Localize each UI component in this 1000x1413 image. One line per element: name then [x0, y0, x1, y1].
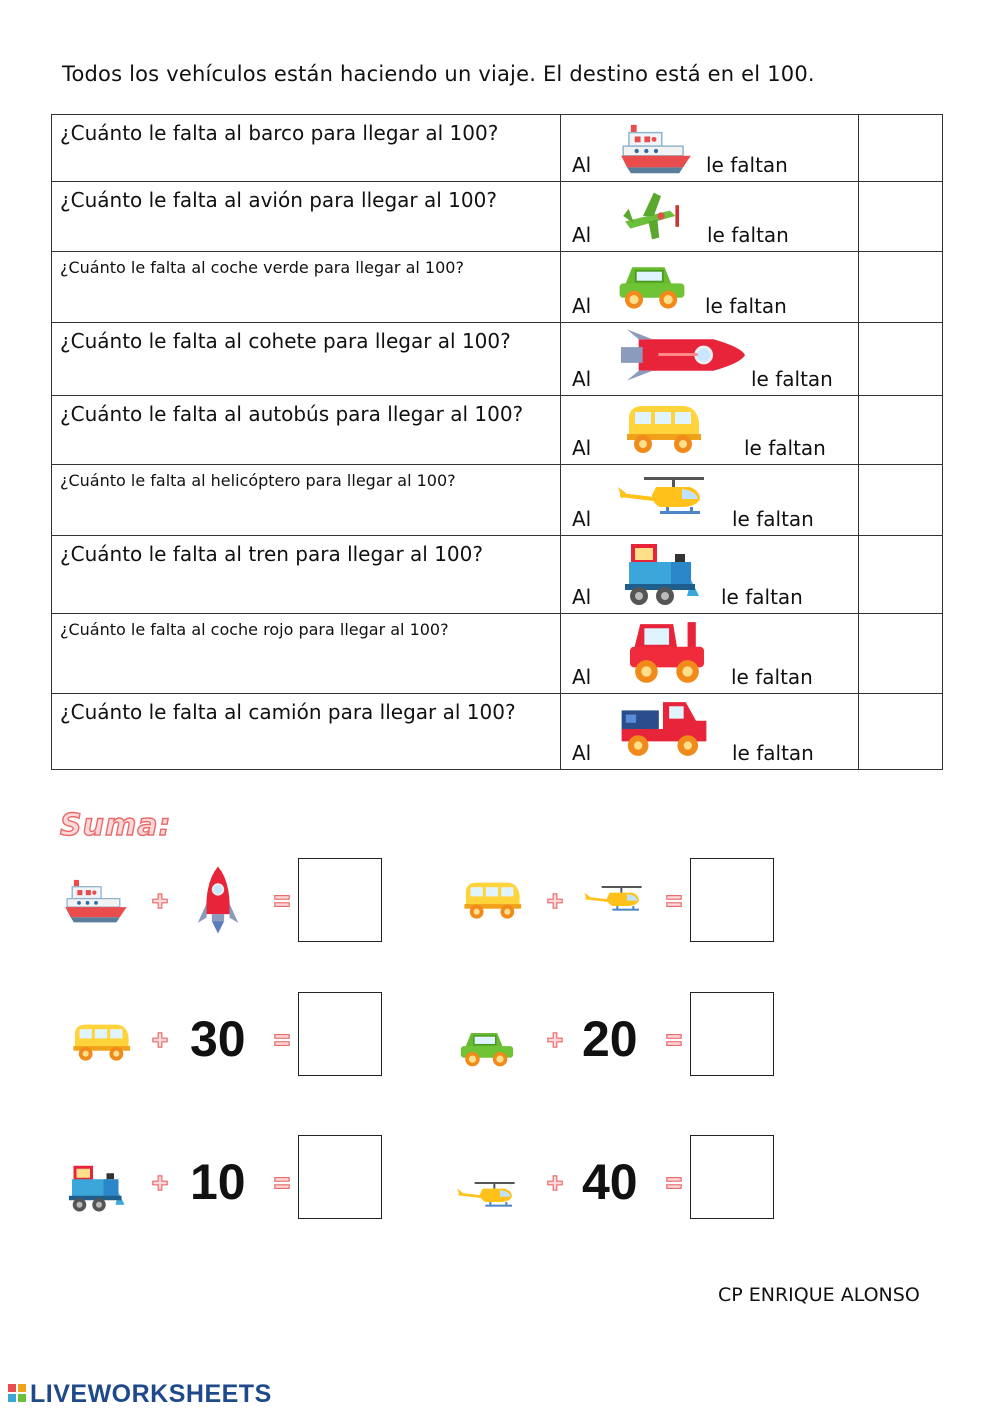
- al-label: Al: [572, 153, 592, 177]
- addend-number: 10: [190, 1154, 246, 1210]
- al-label: Al: [572, 585, 592, 609]
- answer-input[interactable]: [859, 323, 943, 396]
- plus-icon: [151, 1031, 169, 1049]
- al-label: Al: [572, 665, 592, 689]
- al-label: Al: [572, 294, 592, 318]
- answer-input[interactable]: [859, 465, 943, 536]
- question-text: ¿Cuánto le falta al helicóptero para llegar al 100?: [60, 471, 456, 490]
- vehicle-cell: [561, 323, 859, 396]
- answer-box[interactable]: [298, 992, 382, 1076]
- table-row: [52, 182, 943, 252]
- plus-icon: [546, 1031, 564, 1049]
- le-faltan-label: le faltan: [721, 585, 803, 609]
- addend-number: 40: [582, 1154, 638, 1210]
- table-row: [52, 536, 943, 614]
- vehicle-cell: [561, 252, 859, 323]
- table-row: [52, 396, 943, 465]
- vehicle-cell: [561, 115, 859, 182]
- vehicle-cell: [561, 694, 859, 770]
- le-faltan-label: le faltan: [744, 436, 826, 460]
- al-label: Al: [572, 223, 592, 247]
- table-row: [52, 694, 943, 770]
- question-text: ¿Cuánto le falta al tren para llegar al 100?: [60, 542, 483, 566]
- bus-icon: [619, 400, 707, 460]
- answer-input[interactable]: [859, 614, 943, 694]
- school-name: CP ENRIQUE ALONSO: [718, 1284, 920, 1306]
- table-row: [52, 252, 943, 323]
- plus-icon: [151, 1174, 169, 1192]
- equals-icon: [665, 1031, 683, 1049]
- train-icon: [66, 1162, 126, 1216]
- le-faltan-label: le faltan: [731, 665, 813, 689]
- vehicle-cell: [561, 614, 859, 694]
- le-faltan-label: le faltan: [732, 507, 814, 531]
- suma-title: Suma:: [60, 808, 172, 843]
- equals-icon: [665, 892, 683, 910]
- helicopter-icon: [616, 473, 706, 523]
- addend-number: 20: [582, 1011, 638, 1067]
- airplane-icon: [616, 186, 688, 246]
- le-faltan-label: le faltan: [707, 223, 789, 247]
- table-row: [52, 465, 943, 536]
- question-cell: [52, 396, 561, 465]
- al-label: Al: [572, 741, 592, 765]
- question-cell: [52, 465, 561, 536]
- answer-input[interactable]: [859, 536, 943, 614]
- green-car-icon: [616, 258, 688, 316]
- answer-input[interactable]: [859, 115, 943, 182]
- question-cell: [52, 182, 561, 252]
- ship-icon: [62, 876, 130, 928]
- liveworksheets-logo-icon: [8, 1384, 26, 1402]
- table-row: [52, 614, 943, 694]
- bus-icon: [461, 878, 523, 924]
- questions-table: [51, 114, 943, 770]
- al-label: Al: [572, 367, 592, 391]
- question-cell: [52, 694, 561, 770]
- plus-icon: [151, 892, 169, 910]
- question-text: ¿Cuánto le falta al coche rojo para llegar al 100?: [60, 620, 449, 639]
- answer-input[interactable]: [859, 694, 943, 770]
- equals-icon: [273, 1031, 291, 1049]
- question-text: ¿Cuánto le falta al barco para llegar al 100?: [60, 121, 499, 145]
- addend-number: 30: [190, 1011, 246, 1067]
- answer-box[interactable]: [298, 1135, 382, 1219]
- equals-icon: [273, 1174, 291, 1192]
- le-faltan-label: le faltan: [705, 294, 787, 318]
- bus-icon: [70, 1020, 132, 1066]
- answer-box[interactable]: [690, 858, 774, 942]
- le-faltan-label: le faltan: [751, 367, 833, 391]
- question-cell: [52, 115, 561, 182]
- question-text: ¿Cuánto le falta al autobús para llegar al 100?: [60, 402, 524, 426]
- question-text: ¿Cuánto le falta al avión para llegar al 100?: [60, 188, 497, 212]
- vehicle-cell: [561, 182, 859, 252]
- table-row: [52, 115, 943, 182]
- question-cell: [52, 614, 561, 694]
- truck-icon: [617, 698, 711, 760]
- le-faltan-label: le faltan: [706, 153, 788, 177]
- answer-input[interactable]: [859, 182, 943, 252]
- rocket-icon: [619, 325, 747, 385]
- question-cell: [52, 536, 561, 614]
- vehicle-cell: [561, 536, 859, 614]
- answer-input[interactable]: [859, 252, 943, 323]
- question-cell: [52, 252, 561, 323]
- intro-text: Todos los vehículos están haciendo un viaje. El destino está en el 100.: [62, 62, 815, 86]
- vehicle-cell: [561, 465, 859, 536]
- answer-input[interactable]: [859, 396, 943, 465]
- helicopter-icon: [583, 882, 643, 918]
- watermark: LIVEWORKSHEETS: [30, 1380, 272, 1408]
- question-text: ¿Cuánto le falta al coche verde para llegar al 100?: [60, 258, 464, 277]
- plus-icon: [546, 892, 564, 910]
- table-row: [52, 323, 943, 396]
- answer-box[interactable]: [690, 1135, 774, 1219]
- le-faltan-label: le faltan: [732, 741, 814, 765]
- answer-box[interactable]: [298, 858, 382, 942]
- equals-icon: [273, 892, 291, 910]
- al-label: Al: [572, 507, 592, 531]
- plus-icon: [546, 1174, 564, 1192]
- green-car-icon: [458, 1026, 516, 1072]
- question-text: ¿Cuánto le falta al cohete para llegar al 100?: [60, 329, 511, 353]
- helicopter-icon: [456, 1178, 516, 1214]
- red-car-icon: [623, 618, 711, 690]
- vehicle-cell: [561, 396, 859, 465]
- question-text: ¿Cuánto le falta al camión para llegar al 100?: [60, 700, 516, 724]
- question-cell: [52, 323, 561, 396]
- equals-icon: [665, 1174, 683, 1192]
- rocket-icon: [196, 862, 240, 938]
- answer-box[interactable]: [690, 992, 774, 1076]
- train-icon: [621, 540, 701, 610]
- al-label: Al: [572, 436, 592, 460]
- ship-icon: [616, 121, 696, 179]
